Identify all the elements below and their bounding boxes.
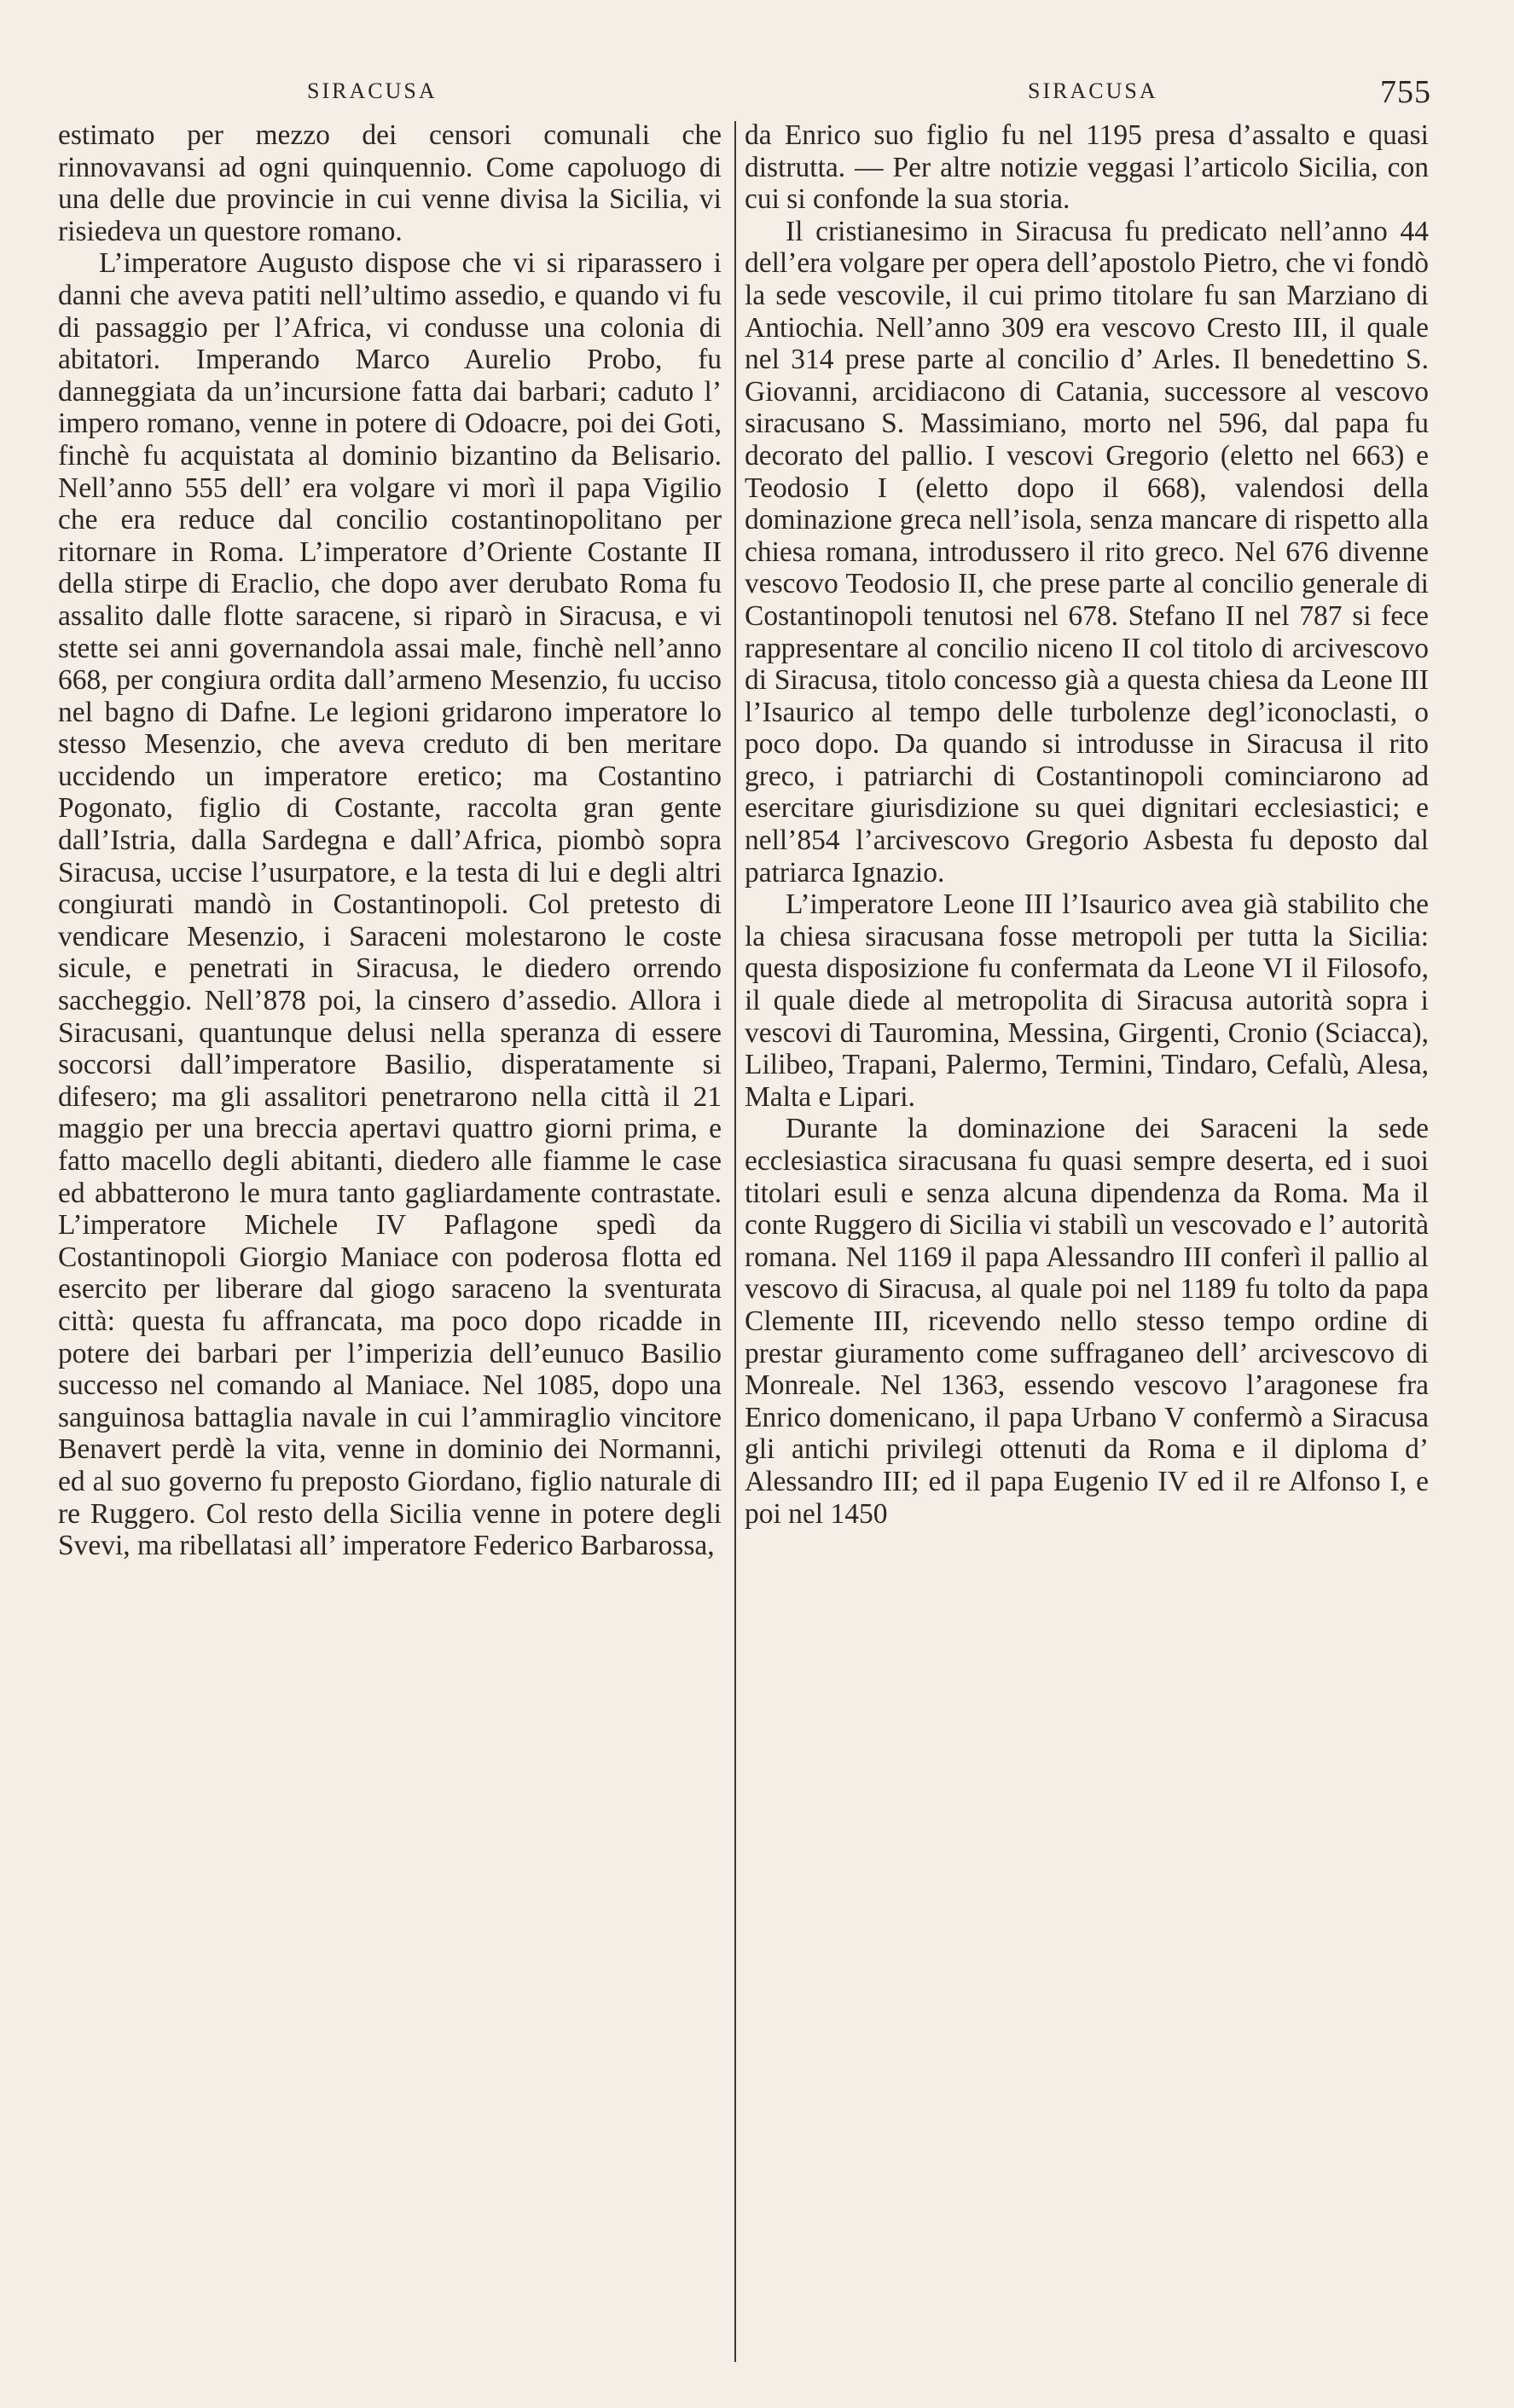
right-column xyxy=(745,119,1429,1530)
page-number: 755 xyxy=(1380,74,1431,110)
right-paragraph-4: Durante la dominazione dei Saraceni la sede ecclesiastica siracusana fu quasi sempre deserta, ed i suoi titolari esuli e senza alcuna dipendenza da Roma. Ma il conte Ruggero di Sicilia vi stabilì un vescovado e l’ autorità romana. Nel 1169 il papa Alessandro III conferì il pallio al vescovo di Siracusa, al quale poi nel 1189 fu tolto da papa Clemente III, ricevendo nello stesso tempo ordine di prestar giuramento come suffraganeo dell’ arcivescovo di Monreale. Nel 1363, essendo vescovo l’aragonese fra Enrico domenicano, il papa Urbano V confermò a Siracusa gli antichi privilegi ottenuti da Roma e il diploma d’ Alessandro III; ed il papa Eugenio IV ed il re Alfonso I, e poi nel 1450 xyxy=(745,1113,1429,1530)
left-paragraph-2: L’imperatore Augusto dispose che vi si riparassero i danni che aveva patiti nell’ultimo assedio, e quando vi fu di passaggio per l’Africa, vi condusse una colonia di abitatori. Imperando Marco Aurelio Probo, fu danneggiata da un’incursione fatta dai barbari; caduto l’ impero romano, venne in potere di Odoacre, poi dei Goti, finchè fu acquistata al dominio bizantino da Belisario. Nell’anno 555 dell’ era volgare vi morì il papa Vigilio che era reduce dal concilio costantinopolitano per ritornare in Roma. L’imperatore d’Oriente Costante II della stirpe di Eraclio, che dopo aver derubato Roma fu assalito dalle flotte saracene, si riparò in Siracusa, e vi stette sei anni governandola assai male, finchè nell’anno 668, per congiura ordita dall’armeno Mesenzio, fu ucciso nel bagno di Dafne. Le legioni gridarono imperatore lo stesso Mesenzio, che aveva creduto di ben meritare uccidendo un imperatore eretico; ma Costantino Pogonato, figlio di Costante, raccolta gran gente dall’Istria, dalla Sardegna e dall’Africa, piombò sopra Siracusa, uccise l’usurpatore, e la testa di lui e degli altri congiurati mandò in Costantinopoli. Col pretesto di vendicare Mesenzio, i Saraceni molestarono le coste sicule, e penetrati in Siracusa, le diedero orrendo saccheggio. Nell’878 poi, la cinsero d’assedio. Allora i Siracusani, quantunque delusi nella speranza di essere soccorsi dall’imperatore Basilio, disperatamente si difesero; ma gli assalitori penetrarono nella città il 21 maggio per una breccia apertavi quattro giorni prima, e fatto macello degli abitanti, diedero alle fiamme le case ed abbatterono le mura tanto gagliardamente contrastate. L’imperatore Michele IV Paflagone spedì da Costantinopoli Giorgio Maniace con poderosa flotta ed esercito per liberare dal giogo saraceno la sventurata città: questa fu affrancata, ma poco dopo ricadde in potere dei barbari per l’imperizia dell’eunuco Basilio successo nel comando al Maniace. Nel 1085, dopo una sanguinosa battaglia navale in cui l’ammiraglio vincitore Benavert perdè la vita, venne in dominio dei Normanni, ed al suo governo fu preposto Giordano, figlio naturale di re Ruggero. Col resto della Sicilia venne in potere degli Svevi, ma ribellatasi all’ imperatore Federico Barbarossa, xyxy=(58,247,722,1562)
right-paragraph-2: Il cristianesimo in Siracusa fu predicato nell’anno 44 dell’era volgare per opera dell’apostolo Pietro, che vi fondò la sede vescovile, il cui primo titolare fu san Marziano di Antiochia. Nell’anno 309 era vescovo Cresto III, il quale nel 314 prese parte al concilio d’ Arles. Il benedettino S. Giovanni, arcidiacono di Catania, successore al vescovo siracusano S. Massimiano, morto nel 596, dal papa fu decorato del pallio. I vescovi Gregorio (eletto nel 663) e Teodosio I (eletto dopo il 668), valendosi della dominazione greca nell’isola, senza mancare di rispetto alla chiesa romana, introdussero il rito greco. Nel 676 divenne vescovo Teodosio II, che prese parte al concilio generale di Costantinopoli tenutosi nel 678. Stefano II nel 787 si fece rappresentare al concilio niceno II col titolo di arcivescovo di Siracusa, titolo concesso già a questa chiesa da Leone III l’Isaurico al tempo delle turbolenze degl’iconoclasti, o poco dopo. Da quando si introdusse in Siracusa il rito greco, i patriarchi di Costantinopoli cominciarono ad esercitare giurisdizione su quei dignitari ecclesiastici; e nell’854 l’arcivescovo Gregorio Asbesta fu deposto dal patriarca Ignazio. xyxy=(745,215,1429,889)
right-paragraph-3: L’imperatore Leone III l’Isaurico avea già stabilito che la chiesa siracusana fosse metropoli per tutta la Sicilia: questa disposizione fu confermata da Leone VI il Filosofo, il quale diede al metropolita di Siracusa autorità sopra i vescovi di Tauromina, Messina, Girgenti, Cronio (Sciacca), Lilibeo, Trapani, Palermo, Termini, Tindaro, Cefalù, Alesa, Malta e Lipari. xyxy=(745,889,1429,1113)
left-paragraph-1: estimato per mezzo dei censori comunali che rinnovavansi ad ogni quinquennio. Come capoluogo di una delle due provincie in cui venne divisa la Sicilia, vi risiedeva un questore romano. xyxy=(58,119,722,247)
column-divider xyxy=(734,121,736,2362)
running-header-left: SIRACUSA xyxy=(307,78,438,103)
left-column xyxy=(58,119,722,1562)
running-header-right: SIRACUSA xyxy=(1028,78,1158,103)
right-paragraph-1: da Enrico suo figlio fu nel 1195 presa d’assalto e quasi distrutta. — Per altre notizie veggasi l’articolo Sicilia, con cui si confonde la sua storia. xyxy=(745,119,1429,216)
